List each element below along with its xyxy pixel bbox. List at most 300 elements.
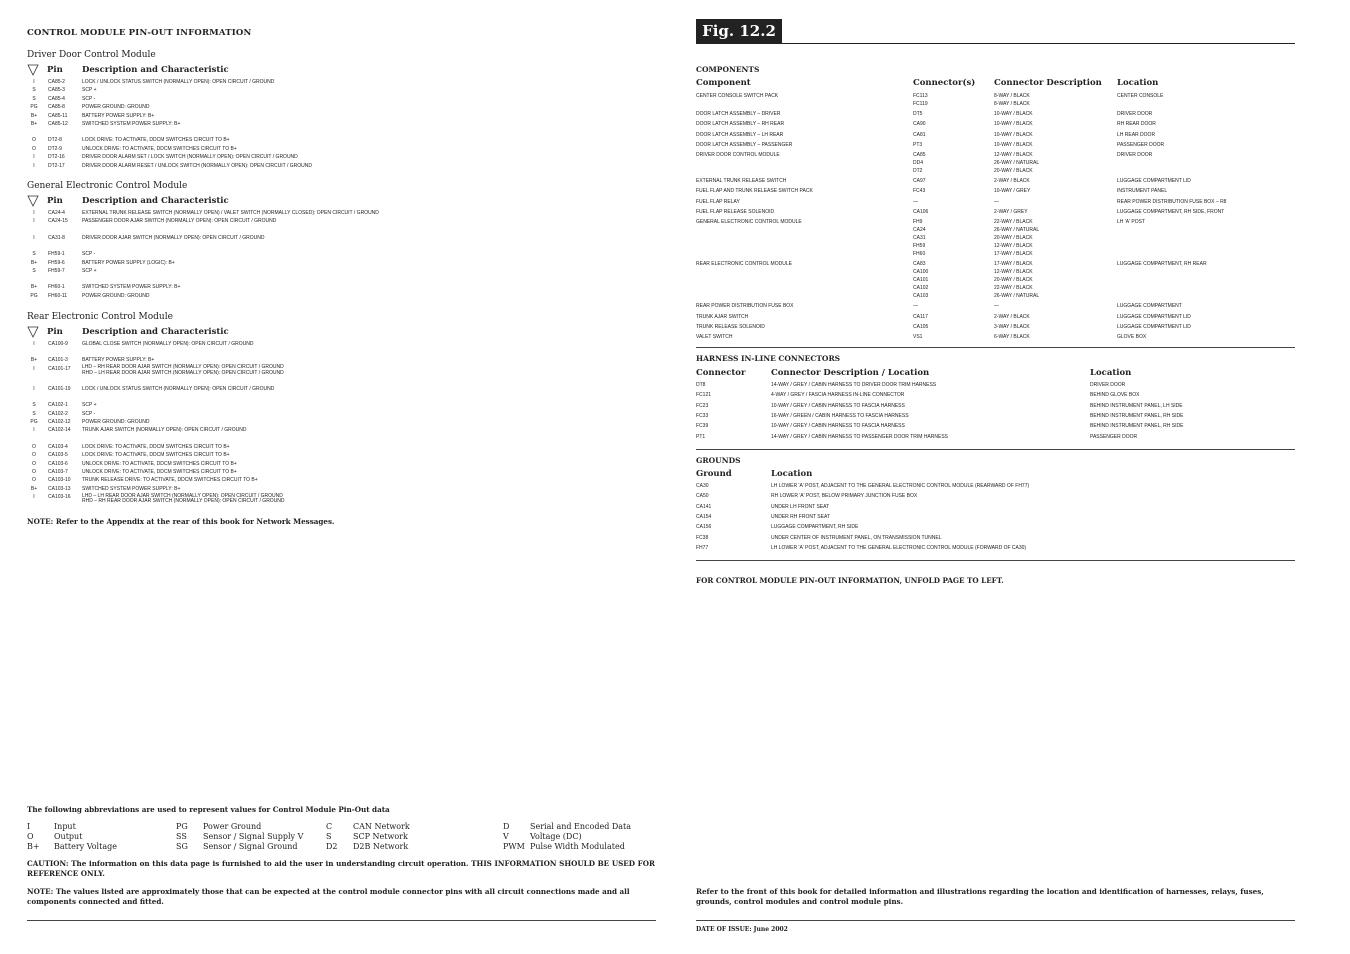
pin-description (82, 136, 230, 144)
component-name: DOOR LATCH ASSEMBLY – PASSENGER (696, 141, 793, 148)
component-location: LH 'A' POST (1117, 219, 1146, 225)
connector-description: 2-WAY / BLACK (994, 178, 1030, 185)
connector-id: CA105 (913, 323, 929, 330)
pin-row (27, 95, 657, 103)
component-row (696, 151, 1296, 175)
connector-id: FH59 (913, 243, 926, 249)
pin-id: CA85-8 (48, 104, 65, 111)
connector-description: 20-WAY / BLACK (994, 277, 1033, 284)
harness-header (696, 368, 1296, 380)
component-row (696, 131, 1296, 139)
pin-type: O (32, 468, 36, 475)
pin-table-header (27, 326, 657, 340)
pin-description-line: SWITCHED SYSTEM POWER SUPPLY: B+ (82, 485, 181, 492)
module-section (27, 312, 657, 505)
component-connector-descriptions (994, 302, 999, 310)
pin-id: FH60-11 (48, 292, 68, 299)
component-connectors (913, 177, 926, 185)
pin-id: CA101-3 (48, 357, 68, 364)
harness-connector: DT8 (696, 382, 706, 388)
component-connector-descriptions (994, 323, 1030, 331)
grounds-header (696, 469, 1296, 481)
pin-column-header: Pin (47, 196, 63, 206)
ground-location: UNDER LH FRONT SEAT (771, 503, 830, 510)
pin-type: B+ (30, 120, 38, 127)
connector-description: 10-WAY / BLACK (994, 111, 1033, 118)
component-name: FUEL FLAP AND TRUNK RELEASE SWITCH PACK (696, 188, 813, 195)
pin-type: S (32, 402, 36, 409)
abbreviation-value: Output (54, 832, 83, 841)
ground-id: CA156 (696, 524, 712, 531)
harness-title: HARNESS IN-LINE CONNECTORS (696, 354, 841, 363)
component-connectors (913, 323, 928, 331)
pin-description-line: SWITCHED SYSTEM POWER SUPPLY: B+ (82, 120, 181, 127)
harness-location: BEHIND INSTRUMENT PANEL, RH SIDE (1090, 412, 1184, 419)
connector-description: 26-WAY / NATURAL (994, 227, 1040, 233)
connector-description: 22-WAY / BLACK (994, 285, 1033, 292)
harness-location: BEHIND GLOVE BOX (1090, 392, 1140, 399)
component-row (696, 177, 1296, 185)
component-name: CENTER CONSOLE SWITCH PACK (696, 93, 779, 99)
component-location: LUGGAGE COMPARTMENT, RH REAR (1117, 261, 1207, 268)
network-note: NOTE: Refer to the Appendix at the rear of this book for Network Messages. (27, 517, 335, 526)
abbreviation-key: B+ (27, 842, 40, 851)
connector-id: — (913, 303, 918, 310)
pin-type: O (32, 460, 36, 467)
pin-type: S (32, 251, 36, 258)
component-connectors (913, 120, 926, 128)
pin-description-line: SCP + (82, 87, 97, 94)
harness-description: 4-WAY / GREY / FASCIA HARNESS IN-LINE CONNECTOR (771, 392, 905, 399)
pin-row (27, 468, 657, 476)
abbreviation-value: Pulse Width Modulated (530, 842, 625, 851)
ground-location: LH LOWER 'A' POST, ADJACENT TO THE GENERAL ELECTRONIC CONTROL MODULE (REARWARD OF FH77) (771, 483, 1030, 489)
component-row (696, 92, 1296, 108)
pin-type: I (33, 385, 35, 392)
abbreviation-key: D2 (326, 842, 338, 851)
connector-id: FC119 (913, 101, 928, 107)
harness-description: 14-WAY / GREY / CABIN HARNESS TO PASSENGER DOOR TRIM HARNESS (771, 433, 948, 440)
refer-note: Refer to the front of this book for detailed information and illustrations regarding the location and identification of harnesses, relays, fuses, grounds, control modules and control module pins. (696, 887, 1264, 906)
ground-location: LH LOWER 'A' POST, ADJACENT TO THE GENERAL ELECTRONIC CONTROL MODULE (FORWARD OF CA30) (771, 544, 1027, 551)
pin-description-line: POWER GROUND: GROUND (82, 104, 150, 111)
component-connector-descriptions (994, 187, 1030, 195)
connector-id: CA103 (913, 293, 929, 300)
pin-row (27, 259, 657, 267)
pin-description-line: SCP - (82, 410, 96, 417)
connector-description: 10-WAY / BLACK (994, 141, 1033, 148)
connector-id: FC43 (913, 188, 926, 195)
pin-description-line: SWITCHED SYSTEM POWER SUPPLY: B+ (82, 284, 181, 291)
component-connectors (913, 198, 918, 206)
pin-description-line: EXTERNAL TRUNK RELEASE SWITCH (NORMALLY OPEN) / VALET SWITCH (NORMALLY CLOSED): OPEN CIRCUIT / GROUND (82, 210, 379, 216)
pin-description (82, 162, 312, 170)
pin-description (82, 120, 180, 128)
pin-description-line: UNLOCK DRIVE: TO ACTIVATE, DDCM SWITCHES CIRCUIT TO B+ (82, 460, 237, 467)
abbreviation-key: PG (176, 822, 188, 831)
pin-row (27, 418, 657, 426)
pin-row (27, 476, 657, 484)
component-location: CENTER CONSOLE (1117, 93, 1164, 99)
component-connectors (913, 141, 922, 149)
component-connector-descriptions (994, 131, 1033, 139)
component-row (696, 323, 1296, 331)
pin-row (27, 460, 657, 468)
component-row (696, 260, 1296, 300)
pin-type: S (32, 87, 36, 94)
pin-id: CA103-5 (48, 452, 68, 459)
component-location: RH REAR DOOR (1117, 121, 1156, 128)
pin-description (82, 468, 237, 476)
connector-description: 10-WAY / BLACK (994, 121, 1033, 128)
grounds-title: GROUNDS (696, 456, 741, 465)
component-row (696, 187, 1296, 195)
ground-location: UNDER RH FRONT SEAT (771, 513, 830, 520)
pin-description-line: TRUNK RELEASE DRIVE: TO ACTIVATE, DDCM SWITCHES CIRCUIT TO B+ (82, 477, 258, 484)
pin-row (27, 78, 657, 86)
pin-id: CA103-16 (48, 494, 71, 501)
component-name: VALET SWITCH (696, 334, 733, 340)
pin-description (82, 385, 274, 393)
ground-location: LUGGAGE COMPARTMENT, RH SIDE (771, 524, 859, 531)
component-connectors (913, 131, 926, 139)
pin-type: S (32, 267, 36, 274)
col-component: Component (696, 78, 751, 88)
pin-description (82, 494, 285, 506)
figure-rule (696, 43, 1295, 44)
pin-id: CA101-19 (48, 385, 71, 392)
pin-row (27, 410, 657, 418)
component-name: DOOR LATCH ASSEMBLY – DRIVER (696, 111, 781, 118)
abbreviation-value: Battery Voltage (54, 842, 117, 851)
component-connector-descriptions (994, 120, 1033, 128)
pin-description (82, 283, 180, 291)
pin-description (82, 86, 97, 94)
pin-description (82, 292, 150, 300)
component-name: REAR ELECTRONIC CONTROL MODULE (696, 261, 792, 268)
pin-description-line: POWER GROUND: GROUND (82, 292, 150, 299)
pin-row (27, 365, 657, 377)
component-connector-descriptions (994, 198, 999, 206)
abbreviation-key: S (326, 832, 332, 841)
pin-id: CA85-12 (48, 120, 68, 127)
connector-id: FH60 (913, 251, 926, 257)
component-location: INSTRUMENT PANEL (1117, 188, 1168, 195)
harness-rule (696, 449, 1295, 450)
pin-description (82, 250, 95, 258)
col-location: Location (1117, 78, 1159, 88)
pin-row (27, 283, 657, 291)
pin-row (27, 401, 657, 409)
pin-id: DT2-17 (48, 162, 65, 169)
pin-id: FH59-7 (48, 267, 65, 274)
module-section (27, 181, 657, 300)
connector-id: FC113 (913, 93, 928, 99)
pin-description-line: PASSENGER DOOR AJAR SWITCH (NORMALLY OPEN): OPEN CIRCUIT / GROUND (82, 218, 277, 225)
pin-description (82, 418, 150, 426)
pin-description (82, 217, 276, 225)
connector-description: 26-WAY / NATURAL (994, 160, 1040, 166)
harness-description: 14-WAY / GREY / CABIN HARNESS TO DRIVER DOOR TRIM HARNESS (771, 382, 937, 388)
abbreviation-key: I (27, 822, 31, 831)
component-connectors (913, 187, 925, 195)
unfold-note: FOR CONTROL MODULE PIN-OUT INFORMATION, UNFOLD PAGE TO LEFT. (696, 576, 1004, 585)
component-connector-descriptions (994, 208, 1028, 216)
date-of-issue: DATE OF ISSUE: June 2002 (696, 926, 788, 933)
pin-row (27, 340, 657, 348)
connector-id: CA90 (913, 121, 926, 128)
ground-id: CA154 (696, 513, 712, 520)
harness-row (696, 381, 1296, 389)
abbreviation-value: Input (54, 822, 76, 831)
connector-description: — (994, 198, 999, 205)
connector-id: VS1 (913, 334, 923, 340)
pin-description (82, 78, 274, 86)
pin-description (82, 153, 298, 161)
pin-description-line: SCP + (82, 402, 97, 409)
component-connectors (913, 110, 922, 118)
pin-type: PG (30, 104, 38, 111)
connector-description: 22-WAY / BLACK (994, 219, 1033, 225)
component-connector-descriptions (994, 141, 1033, 149)
pin-id: FH59-1 (48, 251, 65, 258)
ground-location: UNDER CENTER OF INSTRUMENT PANEL, ON TRANSMISSION TUNNEL (771, 534, 942, 541)
harness-connector: FC121 (696, 392, 712, 399)
harness-location: DRIVER DOOR (1090, 382, 1126, 388)
pin-id: CA85-11 (48, 112, 68, 119)
pin-id: CA103-7 (48, 468, 68, 475)
abbreviation-value: Serial and Encoded Data (530, 822, 632, 831)
component-connectors (913, 313, 928, 321)
pin-type: B+ (30, 357, 38, 364)
pin-type: I (33, 218, 35, 225)
components-header (696, 78, 1296, 90)
pin-description-line: LHD – RH REAR DOOR AJAR SWITCH (NORMALLY OPEN): OPEN CIRCUIT / GROUND (82, 364, 284, 371)
triangle-symbol-icon (27, 326, 39, 338)
pin-type: I (33, 154, 35, 161)
connector-description: 26-WAY / NATURAL (994, 293, 1040, 300)
pin-description (82, 410, 95, 418)
connector-description: 20-WAY / BLACK (994, 168, 1033, 174)
module-title: Rear Electronic Control Module (27, 312, 173, 322)
component-name: DOOR LATCH ASSEMBLY – RH REAR (696, 121, 785, 128)
component-name: GENERAL ELECTRONIC CONTROL MODULE (696, 219, 802, 225)
pin-type: B+ (30, 112, 38, 119)
harness-description: 10-WAY / GREY / CABIN HARNESS TO FASCIA HARNESS (771, 423, 905, 430)
ground-id: CA141 (696, 503, 712, 510)
harness-row (696, 402, 1296, 410)
module-title: General Electronic Control Module (27, 181, 188, 191)
component-location: LUGGAGE COMPARTMENT LID (1117, 323, 1191, 330)
pin-description-line: LOCK / UNLOCK STATUS SWITCH (NORMALLY OPEN): OPEN CIRCUIT / GROUND (82, 385, 275, 392)
pin-row (27, 136, 657, 144)
abbreviation-key: SS (176, 832, 187, 841)
connector-id: CA85 (913, 152, 926, 158)
pin-type: O (32, 477, 36, 484)
pin-description-line: TRUNK AJAR SWITCH (NORMALLY OPEN): OPEN CIRCUIT / GROUND (82, 427, 247, 434)
col-connectors: Connector(s) (913, 78, 976, 88)
abbreviation-key: C (326, 822, 333, 831)
pin-description-line: LOCK DRIVE: TO ACTIVATE, DDCM SWITCHES CIRCUIT TO B+ (82, 137, 230, 144)
pin-description-line: LOCK DRIVE: TO ACTIVATE, DDCM SWITCHES CIRCUIT TO B+ (82, 443, 230, 450)
abbreviation-key: V (503, 832, 509, 841)
connector-description: 10-WAY / GREY (994, 188, 1031, 195)
component-connector-descriptions (994, 110, 1033, 118)
description-column-header: Description and Characteristic (82, 196, 229, 206)
pin-id: DT2-8 (48, 137, 62, 144)
connector-description: 17-WAY / BLACK (994, 251, 1033, 257)
connector-id: CA83 (913, 261, 926, 268)
pin-description (82, 112, 154, 120)
component-connectors (913, 302, 918, 310)
pin-description-line: SCP - (82, 251, 96, 258)
abbreviation-value: Sensor / Signal Supply V (203, 832, 304, 841)
components-rule (696, 347, 1295, 348)
pin-type: I (33, 234, 35, 241)
component-row (696, 333, 1296, 341)
abbreviation-key: O (27, 832, 34, 841)
component-location: LUGGAGE COMPARTMENT (1117, 303, 1182, 310)
connector-id: DD4 (913, 160, 924, 166)
abbreviation-key: PWM (503, 842, 525, 851)
pin-table-header (27, 64, 657, 78)
abbreviation-value: CAN Network (353, 822, 410, 831)
component-name: FUEL FLAP RELAY (696, 198, 740, 205)
abbreviation-value: Power Ground (203, 822, 262, 831)
connector-id: CA100 (913, 269, 929, 276)
col-harness-location: Location (1090, 368, 1132, 378)
pin-type: S (32, 95, 36, 102)
pin-type: O (32, 452, 36, 459)
pin-id: FH60-1 (48, 284, 65, 291)
harness-connector: FC39 (696, 423, 709, 430)
pin-description-line: SCP + (82, 267, 97, 274)
connector-description: 8-WAY / BLACK (994, 93, 1030, 99)
ground-location: RH LOWER 'A' POST, BELOW PRIMARY JUNCTION FUSE BOX (771, 493, 918, 500)
pin-description (82, 145, 237, 153)
component-row (696, 110, 1296, 118)
component-name: REAR POWER DISTRIBUTION FUSE BOX (696, 303, 794, 310)
description-column-header: Description and Characteristic (82, 327, 229, 337)
pin-type: PG (30, 292, 38, 299)
component-location: PASSENGER DOOR (1117, 141, 1165, 148)
connector-description: 2-WAY / GREY (994, 208, 1028, 215)
connector-description: 17-WAY / BLACK (994, 261, 1033, 268)
pin-row (27, 451, 657, 459)
page-title: CONTROL MODULE PIN-OUT INFORMATION (27, 28, 252, 38)
connector-id: CA24 (913, 227, 926, 233)
pin-row (27, 234, 657, 242)
harness-location: BEHIND INSTRUMENT PANEL, LH SIDE (1090, 402, 1183, 409)
abbreviation-value: Sensor / Signal Ground (203, 842, 298, 851)
component-connectors (913, 260, 928, 300)
component-name: DRIVER DOOR CONTROL MODULE (696, 152, 780, 158)
pin-description (82, 209, 379, 217)
connector-id: PT3 (913, 141, 923, 148)
component-name: TRUNK RELEASE SOLENOID (696, 323, 765, 330)
pin-description-line: DRIVER DOOR AJAR SWITCH (NORMALLY OPEN): OPEN CIRCUIT / GROUND (82, 234, 265, 241)
component-row (696, 141, 1296, 149)
component-connector-descriptions (994, 151, 1039, 175)
pin-id: CA102-14 (48, 427, 71, 434)
connector-description: 12-WAY / BLACK (994, 243, 1033, 249)
component-connectors (913, 218, 926, 258)
pin-id: CA103-10 (48, 477, 71, 484)
pin-type: B+ (30, 284, 38, 291)
pin-id: CA85-3 (48, 87, 65, 94)
pin-id: CA24-4 (48, 210, 65, 216)
pin-description-line: BATTERY POWER SUPPLY: B+ (82, 357, 155, 364)
harness-row (696, 422, 1296, 430)
pin-type: O (32, 443, 36, 450)
component-connectors (913, 333, 922, 341)
component-location: GLOVE BOX (1117, 334, 1147, 340)
component-row (696, 218, 1296, 258)
pin-type: O (32, 137, 36, 144)
harness-connector: FC33 (696, 412, 709, 419)
component-location: LUGGAGE COMPARTMENT LID (1117, 178, 1191, 185)
pin-id: CA31-8 (48, 234, 65, 241)
component-row (696, 198, 1296, 206)
pin-id: FH59-6 (48, 259, 65, 266)
component-row (696, 120, 1296, 128)
caution-note: CAUTION: The information on this data page is furnished to aid the user in understanding circuit operation. THIS INFORMATION SHOULD BE USED FOR REFERENCE ONLY. (27, 859, 655, 878)
ground-row (696, 534, 1296, 542)
pin-description (82, 451, 230, 459)
pin-description-line: BATTERY POWER SUPPLY (LOGIC): B+ (82, 259, 175, 266)
connector-description: 8-WAY / BLACK (994, 101, 1030, 107)
pin-description (82, 267, 97, 275)
ground-row (696, 503, 1296, 511)
pin-description-line: DRIVER DOOR ALARM SET / LOCK SWITCH (NORMALLY OPEN): OPEN CIRCUIT / GROUND (82, 154, 298, 161)
pin-description-line: BATTERY POWER SUPPLY: B+ (82, 112, 155, 119)
harness-description: 10-WAY / GREY / CABIN HARNESS TO FASCIA HARNESS (771, 402, 905, 409)
pin-row (27, 385, 657, 393)
component-location: LUGGAGE COMPARTMENT LID (1117, 313, 1191, 320)
pin-column-header: Pin (47, 327, 63, 337)
connector-id: DT2 (913, 168, 923, 174)
col-connector: Connector (696, 368, 746, 378)
connector-id: CA117 (913, 313, 928, 320)
pin-row (27, 112, 657, 120)
pin-row (27, 250, 657, 258)
pin-id: CA24-15 (48, 218, 68, 225)
pin-description-line: LHD – LH REAR DOOR AJAR SWITCH (NORMALLY OPEN): OPEN CIRCUIT / GROUND (82, 492, 283, 499)
pin-type: I (33, 341, 35, 347)
ground-row (696, 523, 1296, 531)
component-name: TRUNK AJAR SWITCH (696, 313, 749, 320)
pin-id: CA85-4 (48, 95, 65, 102)
connector-id: FH9 (913, 219, 923, 225)
connector-description: 2-WAY / BLACK (994, 313, 1030, 320)
col-connector-description: Connector Description (994, 78, 1102, 88)
module-title: Driver Door Control Module (27, 50, 156, 60)
pin-type: O (32, 145, 36, 152)
pin-description (82, 401, 97, 409)
component-connector-descriptions (994, 177, 1030, 185)
harness-connector: PT1 (696, 433, 706, 440)
pin-description-line: LOCK DRIVE: TO ACTIVATE, DDCM SWITCHES CIRCUIT TO B+ (82, 452, 230, 459)
connector-description: 10-WAY / BLACK (994, 131, 1033, 138)
pin-type: I (33, 427, 35, 434)
pin-description-line: SCP - (82, 95, 96, 102)
component-location: LUGGAGE COMPARTMENT, RH SIDE, FRONT (1117, 208, 1225, 215)
pin-type: I (33, 210, 35, 216)
harness-location: BEHIND INSTRUMENT PANEL, RH SIDE (1090, 423, 1184, 430)
grounds-rule (696, 560, 1295, 561)
connector-description: 20-WAY / BLACK (994, 235, 1033, 241)
pin-description (82, 340, 254, 348)
